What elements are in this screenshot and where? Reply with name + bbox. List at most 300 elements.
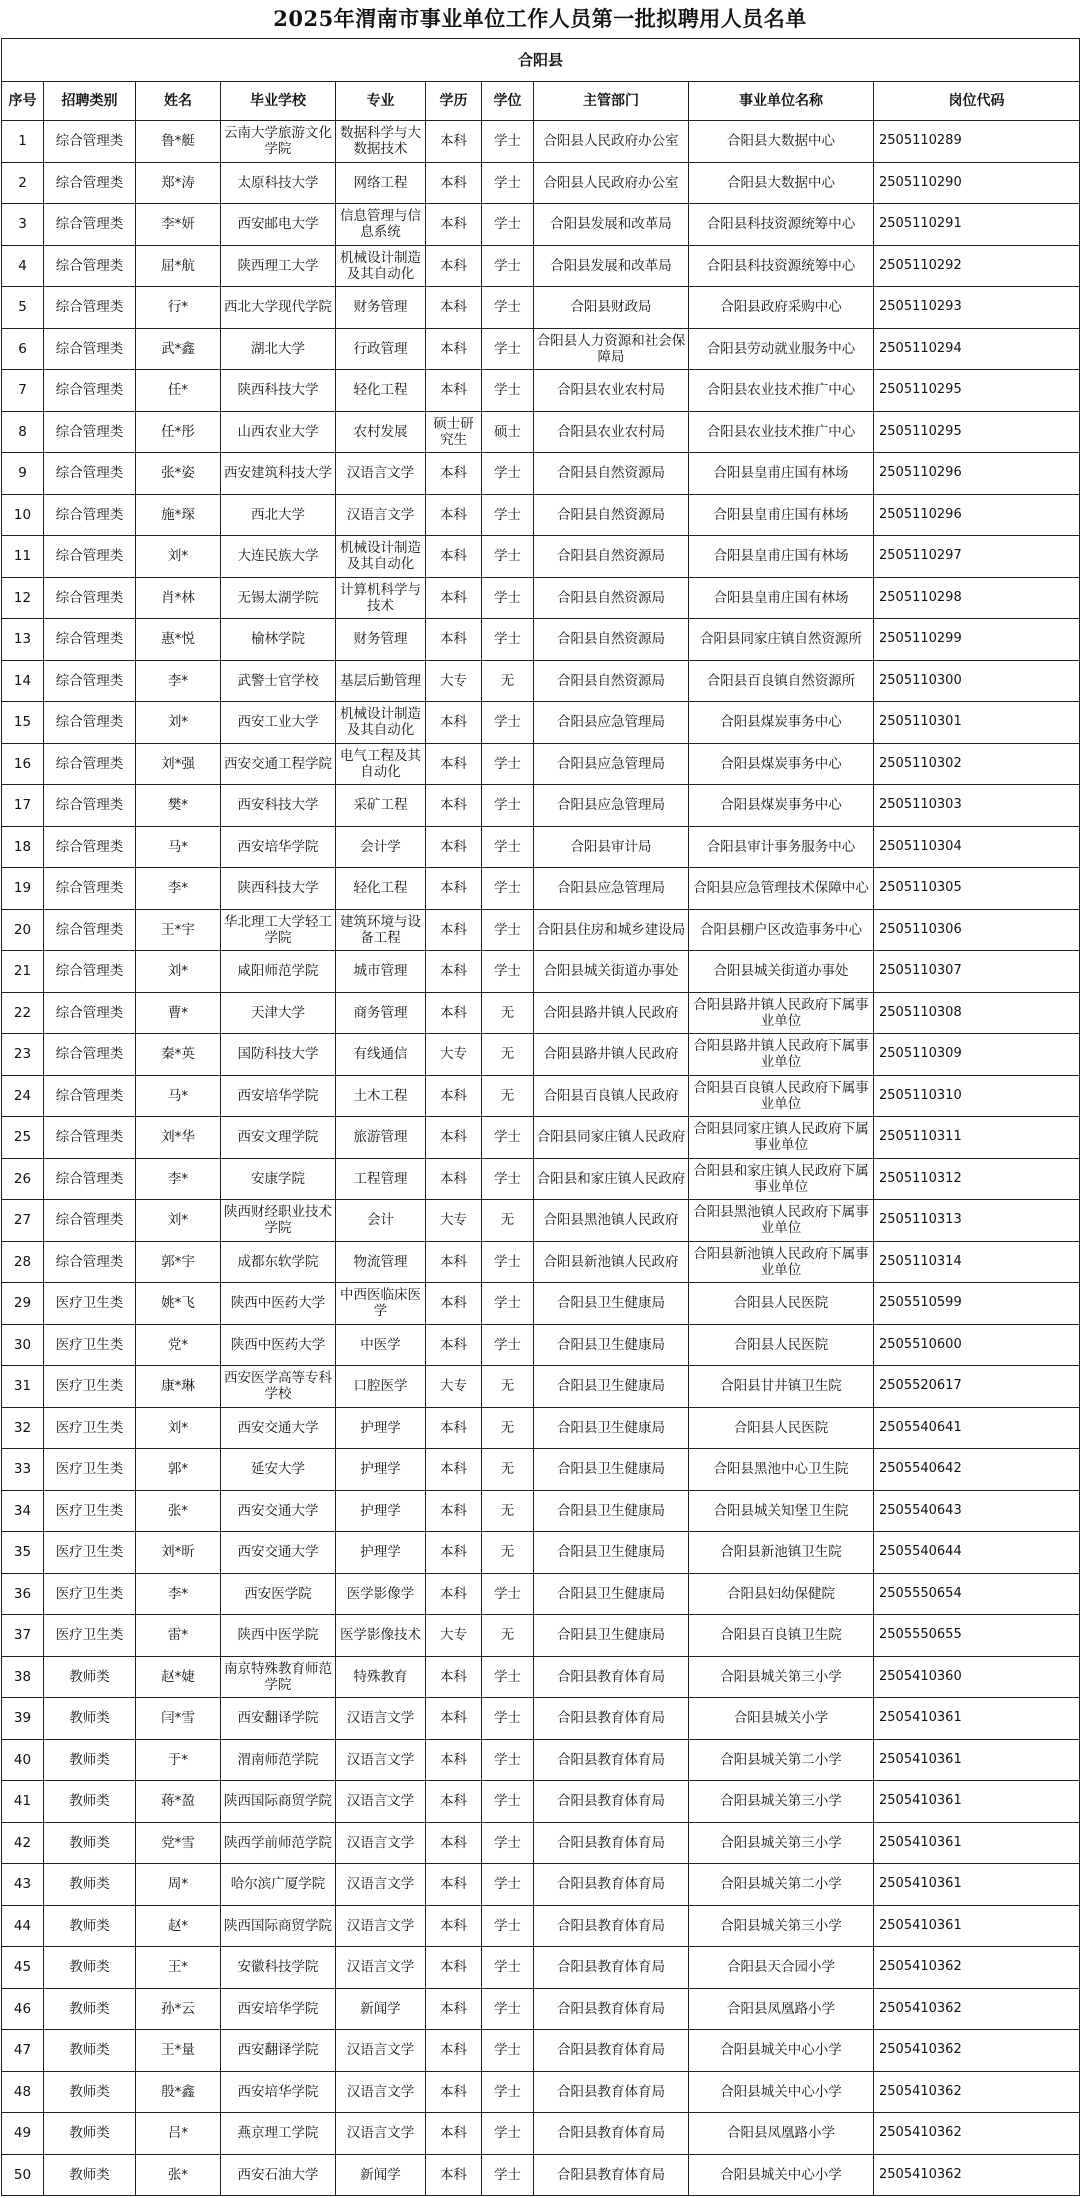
table-row [2, 951, 1080, 993]
cell-unit: 合阳县新池镇卫生院 [689, 1532, 874, 1574]
cell-unit: 合阳县皇甫庄国有林场 [689, 536, 874, 578]
cell-department: 合阳县财政局 [534, 287, 689, 329]
cell-category: 综合管理类 [44, 453, 136, 495]
cell-name: 任*彤 [136, 411, 221, 453]
cell-department: 合阳县百良镇人民政府 [534, 1075, 689, 1117]
cell-category: 综合管理类 [44, 1034, 136, 1076]
cell-unit: 合阳县科技资源统筹中心 [689, 245, 874, 287]
cell-major: 土木工程 [336, 1075, 426, 1117]
cell-major: 机械设计制造及其自动化 [336, 536, 426, 578]
cell-degree: 学士 [482, 785, 534, 827]
cell-post-code: 2505410361 [874, 1698, 1080, 1740]
cell-unit: 合阳县煤炭事务中心 [689, 743, 874, 785]
cell-education: 硕士研究生 [426, 411, 482, 453]
cell-unit: 合阳县城关第三小学 [689, 1905, 874, 1947]
cell-major: 数据科学与大数据技术 [336, 121, 426, 163]
cell-index: 6 [2, 328, 44, 370]
cell-post-code: 2505110310 [874, 1075, 1080, 1117]
cell-index: 47 [2, 2030, 44, 2072]
cell-education: 本科 [426, 1283, 482, 1325]
cell-post-code: 2505410361 [874, 1781, 1080, 1823]
cell-index: 9 [2, 453, 44, 495]
table-row [2, 1988, 1080, 2030]
cell-school: 西安翻译学院 [221, 2030, 336, 2072]
table-row [2, 453, 1080, 495]
cell-index: 2 [2, 162, 44, 204]
cell-name: 蒋*盈 [136, 1781, 221, 1823]
cell-name: 李* [136, 660, 221, 702]
cell-index: 38 [2, 1656, 44, 1698]
cell-unit: 合阳县人民医院 [689, 1283, 874, 1325]
table-row [2, 1283, 1080, 1325]
cell-index: 29 [2, 1283, 44, 1325]
cell-degree: 学士 [482, 743, 534, 785]
cell-degree: 无 [482, 1490, 534, 1532]
cell-category: 医疗卫生类 [44, 1407, 136, 1449]
cell-department: 合阳县自然资源局 [534, 536, 689, 578]
cell-major: 医学影像技术 [336, 1615, 426, 1657]
cell-category: 教师类 [44, 1739, 136, 1781]
cell-education: 本科 [426, 1988, 482, 2030]
cell-school: 成都东软学院 [221, 1241, 336, 1283]
cell-department: 合阳县自然资源局 [534, 494, 689, 536]
cell-major: 护理学 [336, 1449, 426, 1491]
cell-school: 西安交通工程学院 [221, 743, 336, 785]
cell-unit: 合阳县煤炭事务中心 [689, 702, 874, 744]
cell-school: 陕西国际商贸学院 [221, 1905, 336, 1947]
cell-name: 惠*悦 [136, 619, 221, 661]
cell-category: 综合管理类 [44, 826, 136, 868]
col-header-school: 毕业学校 [221, 82, 336, 121]
cell-degree: 学士 [482, 826, 534, 868]
cell-degree: 无 [482, 992, 534, 1034]
cell-education: 本科 [426, 951, 482, 993]
cell-school: 陕西科技大学 [221, 370, 336, 412]
cell-name: 任* [136, 370, 221, 412]
cell-unit: 合阳县新池镇人民政府下属事业单位 [689, 1241, 874, 1283]
table-row [2, 743, 1080, 785]
cell-index: 21 [2, 951, 44, 993]
cell-education: 大专 [426, 1034, 482, 1076]
table-row [2, 1781, 1080, 1823]
cell-unit: 合阳县城关知堡卫生院 [689, 1490, 874, 1532]
cell-degree: 无 [482, 1200, 534, 1242]
cell-department: 合阳县教育体育局 [534, 1822, 689, 1864]
cell-category: 教师类 [44, 1864, 136, 1906]
cell-department: 合阳县教育体育局 [534, 1739, 689, 1781]
cell-degree: 无 [482, 1075, 534, 1117]
cell-name: 赵* [136, 1905, 221, 1947]
cell-category: 教师类 [44, 1905, 136, 1947]
cell-post-code: 2505410362 [874, 2154, 1080, 2196]
cell-education: 本科 [426, 1573, 482, 1615]
cell-category: 教师类 [44, 2030, 136, 2072]
cell-unit: 合阳县百良镇自然资源所 [689, 660, 874, 702]
county-heading: 合阳县 [2, 39, 1080, 82]
cell-major: 口腔医学 [336, 1366, 426, 1408]
cell-school: 西安培华学院 [221, 1988, 336, 2030]
cell-degree: 学士 [482, 1324, 534, 1366]
cell-post-code: 2505110290 [874, 162, 1080, 204]
cell-school: 陕西国际商贸学院 [221, 1781, 336, 1823]
cell-name: 吕* [136, 2113, 221, 2155]
cell-education: 本科 [426, 1241, 482, 1283]
cell-major: 汉语言文学 [336, 1864, 426, 1906]
cell-category: 综合管理类 [44, 951, 136, 993]
cell-department: 合阳县教育体育局 [534, 2113, 689, 2155]
cell-unit: 合阳县大数据中心 [689, 121, 874, 163]
cell-name: 赵*婕 [136, 1656, 221, 1698]
table-row [2, 1241, 1080, 1283]
cell-school: 西北大学 [221, 494, 336, 536]
cell-school: 延安大学 [221, 1449, 336, 1491]
cell-post-code: 2505540643 [874, 1490, 1080, 1532]
cell-name: 屈*航 [136, 245, 221, 287]
col-header-degree: 学位 [482, 82, 534, 121]
cell-post-code: 2505110314 [874, 1241, 1080, 1283]
cell-name: 郭* [136, 1449, 221, 1491]
cell-major: 汉语言文学 [336, 1905, 426, 1947]
cell-unit: 合阳县百良镇卫生院 [689, 1615, 874, 1657]
cell-major: 新闻学 [336, 2154, 426, 2196]
cell-category: 综合管理类 [44, 785, 136, 827]
cell-department: 合阳县卫生健康局 [534, 1615, 689, 1657]
cell-unit: 合阳县妇幼保健院 [689, 1573, 874, 1615]
cell-major: 汉语言文学 [336, 1739, 426, 1781]
cell-department: 合阳县教育体育局 [534, 1656, 689, 1698]
cell-major: 采矿工程 [336, 785, 426, 827]
cell-name: 郑*涛 [136, 162, 221, 204]
cell-index: 49 [2, 2113, 44, 2155]
cell-name: 张* [136, 1490, 221, 1532]
cell-category: 教师类 [44, 1781, 136, 1823]
cell-name: 张* [136, 2154, 221, 2196]
cell-major: 电气工程及其自动化 [336, 743, 426, 785]
cell-major: 会计 [336, 1200, 426, 1242]
cell-major: 护理学 [336, 1490, 426, 1532]
cell-name: 闫*雪 [136, 1698, 221, 1740]
cell-index: 20 [2, 909, 44, 951]
table-row [2, 992, 1080, 1034]
cell-post-code: 2505110300 [874, 660, 1080, 702]
cell-department: 合阳县城关街道办事处 [534, 951, 689, 993]
cell-major: 汉语言文学 [336, 1822, 426, 1864]
cell-index: 15 [2, 702, 44, 744]
cell-post-code: 2505410362 [874, 2030, 1080, 2072]
cell-index: 33 [2, 1449, 44, 1491]
cell-category: 综合管理类 [44, 162, 136, 204]
cell-index: 23 [2, 1034, 44, 1076]
table-row [2, 1075, 1080, 1117]
cell-major: 医学影像学 [336, 1573, 426, 1615]
cell-degree: 学士 [482, 951, 534, 993]
cell-post-code: 2505110289 [874, 121, 1080, 163]
cell-department: 合阳县黑池镇人民政府 [534, 1200, 689, 1242]
cell-category: 医疗卫生类 [44, 1490, 136, 1532]
cell-school: 陕西中医药大学 [221, 1283, 336, 1325]
cell-category: 综合管理类 [44, 287, 136, 329]
cell-unit: 合阳县科技资源统筹中心 [689, 204, 874, 246]
cell-school: 安康学院 [221, 1158, 336, 1200]
cell-degree: 学士 [482, 1739, 534, 1781]
cell-education: 本科 [426, 162, 482, 204]
cell-post-code: 2505110308 [874, 992, 1080, 1034]
cell-school: 山西农业大学 [221, 411, 336, 453]
cell-category: 教师类 [44, 1988, 136, 2030]
cell-name: 武*鑫 [136, 328, 221, 370]
cell-name: 刘* [136, 1407, 221, 1449]
cell-index: 39 [2, 1698, 44, 1740]
cell-department: 合阳县同家庄镇人民政府 [534, 1117, 689, 1159]
cell-post-code: 2505410361 [874, 1864, 1080, 1906]
cell-education: 本科 [426, 1656, 482, 1698]
cell-department: 合阳县自然资源局 [534, 619, 689, 661]
cell-unit: 合阳县皇甫庄国有林场 [689, 453, 874, 495]
cell-major: 护理学 [336, 1532, 426, 1574]
cell-name: 樊* [136, 785, 221, 827]
cell-education: 本科 [426, 992, 482, 1034]
cell-post-code: 2505110303 [874, 785, 1080, 827]
cell-category: 综合管理类 [44, 577, 136, 619]
cell-unit: 合阳县城关第三小学 [689, 1822, 874, 1864]
header-row [2, 82, 1080, 121]
cell-major: 机械设计制造及其自动化 [336, 245, 426, 287]
page-title: 2025年渭南市事业单位工作人员第一批拟聘用人员名单 [273, 6, 807, 31]
cell-name: 党*雪 [136, 1822, 221, 1864]
table-row [2, 1739, 1080, 1781]
cell-degree: 学士 [482, 1822, 534, 1864]
cell-education: 大专 [426, 660, 482, 702]
cell-major: 旅游管理 [336, 1117, 426, 1159]
cell-education: 本科 [426, 2071, 482, 2113]
cell-index: 13 [2, 619, 44, 661]
cell-index: 43 [2, 1864, 44, 1906]
table-row [2, 1490, 1080, 1532]
cell-unit: 合阳县黑池中心卫生院 [689, 1449, 874, 1491]
cell-degree: 学士 [482, 1241, 534, 1283]
cell-index: 1 [2, 121, 44, 163]
cell-category: 教师类 [44, 1656, 136, 1698]
cell-degree: 学士 [482, 868, 534, 910]
cell-department: 合阳县新池镇人民政府 [534, 1241, 689, 1283]
cell-index: 50 [2, 2154, 44, 2196]
cell-department: 合阳县教育体育局 [534, 2154, 689, 2196]
cell-post-code: 2505540641 [874, 1407, 1080, 1449]
cell-degree: 学士 [482, 1698, 534, 1740]
table-row [2, 2030, 1080, 2072]
cell-degree: 学士 [482, 909, 534, 951]
cell-name: 刘* [136, 536, 221, 578]
table-row [2, 1366, 1080, 1408]
cell-category: 教师类 [44, 2113, 136, 2155]
cell-education: 本科 [426, 121, 482, 163]
cell-school: 渭南师范学院 [221, 1739, 336, 1781]
cell-index: 17 [2, 785, 44, 827]
cell-school: 西安培华学院 [221, 2071, 336, 2113]
cell-index: 8 [2, 411, 44, 453]
cell-post-code: 2505540642 [874, 1449, 1080, 1491]
cell-post-code: 2505110309 [874, 1034, 1080, 1076]
cell-school: 燕京理工学院 [221, 2113, 336, 2155]
cell-degree: 学士 [482, 2071, 534, 2113]
cell-major: 汉语言文学 [336, 2113, 426, 2155]
cell-category: 综合管理类 [44, 328, 136, 370]
cell-education: 本科 [426, 287, 482, 329]
cell-education: 本科 [426, 702, 482, 744]
cell-department: 合阳县卫生健康局 [534, 1283, 689, 1325]
cell-category: 综合管理类 [44, 702, 136, 744]
cell-category: 医疗卫生类 [44, 1366, 136, 1408]
cell-education: 本科 [426, 1532, 482, 1574]
cell-name: 王*量 [136, 2030, 221, 2072]
cell-unit: 合阳县城关第二小学 [689, 1739, 874, 1781]
table-row [2, 1324, 1080, 1366]
table-row [2, 826, 1080, 868]
cell-name: 行* [136, 287, 221, 329]
cell-school: 天津大学 [221, 992, 336, 1034]
cell-school: 陕西科技大学 [221, 868, 336, 910]
cell-education: 本科 [426, 743, 482, 785]
cell-category: 综合管理类 [44, 743, 136, 785]
cell-unit: 合阳县审计事务服务中心 [689, 826, 874, 868]
cell-post-code: 2505110298 [874, 577, 1080, 619]
cell-unit: 合阳县皇甫庄国有林场 [689, 494, 874, 536]
col-header-department: 主管部门 [534, 82, 689, 121]
cell-degree: 学士 [482, 287, 534, 329]
cell-major: 轻化工程 [336, 868, 426, 910]
table-row [2, 1615, 1080, 1657]
cell-department: 合阳县路井镇人民政府 [534, 992, 689, 1034]
cell-degree: 学士 [482, 1988, 534, 2030]
cell-unit: 合阳县天合园小学 [689, 1947, 874, 1989]
table-row [2, 1034, 1080, 1076]
cell-unit: 合阳县凤凰路小学 [689, 2113, 874, 2155]
cell-school: 安徽科技学院 [221, 1947, 336, 1989]
cell-school: 陕西中医学院 [221, 1615, 336, 1657]
cell-school: 华北理工大学轻工学院 [221, 909, 336, 951]
table-row [2, 619, 1080, 661]
cell-unit: 合阳县皇甫庄国有林场 [689, 577, 874, 619]
cell-school: 无锡太湖学院 [221, 577, 336, 619]
cell-name: 刘*昕 [136, 1532, 221, 1574]
cell-unit: 合阳县城关小学 [689, 1698, 874, 1740]
cell-major: 商务管理 [336, 992, 426, 1034]
table-row [2, 2113, 1080, 2155]
table-row [2, 2154, 1080, 2196]
col-header-education: 学历 [426, 82, 482, 121]
cell-degree: 学士 [482, 2154, 534, 2196]
cell-department: 合阳县教育体育局 [534, 1864, 689, 1906]
table-row [2, 1117, 1080, 1159]
cell-unit: 合阳县城关第三小学 [689, 1656, 874, 1698]
cell-degree: 学士 [482, 2113, 534, 2155]
cell-education: 本科 [426, 1698, 482, 1740]
cell-index: 26 [2, 1158, 44, 1200]
cell-school: 西安工业大学 [221, 702, 336, 744]
cell-education: 本科 [426, 909, 482, 951]
cell-category: 教师类 [44, 1822, 136, 1864]
table-row [2, 1947, 1080, 1989]
table-row [2, 370, 1080, 412]
table-row [2, 702, 1080, 744]
cell-index: 32 [2, 1407, 44, 1449]
cell-major: 有线通信 [336, 1034, 426, 1076]
cell-index: 14 [2, 660, 44, 702]
cell-unit: 合阳县人民医院 [689, 1407, 874, 1449]
cell-post-code: 2505110299 [874, 619, 1080, 661]
cell-major: 会计学 [336, 826, 426, 868]
cell-post-code: 2505510599 [874, 1283, 1080, 1325]
cell-post-code: 2505110304 [874, 826, 1080, 868]
cell-education: 本科 [426, 1324, 482, 1366]
cell-education: 本科 [426, 1158, 482, 1200]
col-header-major: 专业 [336, 82, 426, 121]
cell-major: 汉语言文学 [336, 494, 426, 536]
cell-index: 36 [2, 1573, 44, 1615]
cell-education: 本科 [426, 1822, 482, 1864]
cell-name: 雷* [136, 1615, 221, 1657]
cell-name: 刘*强 [136, 743, 221, 785]
cell-name: 张*姿 [136, 453, 221, 495]
cell-department: 合阳县发展和改革局 [534, 204, 689, 246]
cell-post-code: 2505110305 [874, 868, 1080, 910]
cell-department: 合阳县路井镇人民政府 [534, 1034, 689, 1076]
cell-post-code: 2505110311 [874, 1117, 1080, 1159]
cell-category: 综合管理类 [44, 868, 136, 910]
cell-post-code: 2505110291 [874, 204, 1080, 246]
cell-index: 18 [2, 826, 44, 868]
cell-name: 肖*林 [136, 577, 221, 619]
cell-category: 教师类 [44, 2071, 136, 2113]
cell-unit: 合阳县应急管理技术保障中心 [689, 868, 874, 910]
cell-education: 本科 [426, 1407, 482, 1449]
cell-name: 刘* [136, 951, 221, 993]
cell-major: 护理学 [336, 1407, 426, 1449]
cell-education: 本科 [426, 577, 482, 619]
cell-education: 本科 [426, 204, 482, 246]
cell-degree: 学士 [482, 1905, 534, 1947]
table-row [2, 328, 1080, 370]
cell-name: 马* [136, 1075, 221, 1117]
cell-school: 大连民族大学 [221, 536, 336, 578]
cell-name: 李*妍 [136, 204, 221, 246]
cell-department: 合阳县教育体育局 [534, 1698, 689, 1740]
cell-category: 综合管理类 [44, 1200, 136, 1242]
cell-education: 本科 [426, 453, 482, 495]
cell-major: 城市管理 [336, 951, 426, 993]
cell-unit: 合阳县棚户区改造事务中心 [689, 909, 874, 951]
cell-unit: 合阳县政府采购中心 [689, 287, 874, 329]
cell-major: 特殊教育 [336, 1656, 426, 1698]
cell-index: 3 [2, 204, 44, 246]
cell-name: 李* [136, 868, 221, 910]
cell-school: 西安医学高等专科学校 [221, 1366, 336, 1408]
cell-education: 本科 [426, 1490, 482, 1532]
cell-school: 榆林学院 [221, 619, 336, 661]
cell-education: 本科 [426, 826, 482, 868]
cell-category: 综合管理类 [44, 204, 136, 246]
cell-post-code: 2505550654 [874, 1573, 1080, 1615]
cell-department: 合阳县卫生健康局 [534, 1407, 689, 1449]
cell-index: 5 [2, 287, 44, 329]
table-row [2, 162, 1080, 204]
cell-school: 西安培华学院 [221, 826, 336, 868]
cell-degree: 学士 [482, 1781, 534, 1823]
cell-degree: 无 [482, 1449, 534, 1491]
cell-department: 合阳县人民政府办公室 [534, 162, 689, 204]
cell-education: 本科 [426, 1947, 482, 1989]
cell-major: 行政管理 [336, 328, 426, 370]
